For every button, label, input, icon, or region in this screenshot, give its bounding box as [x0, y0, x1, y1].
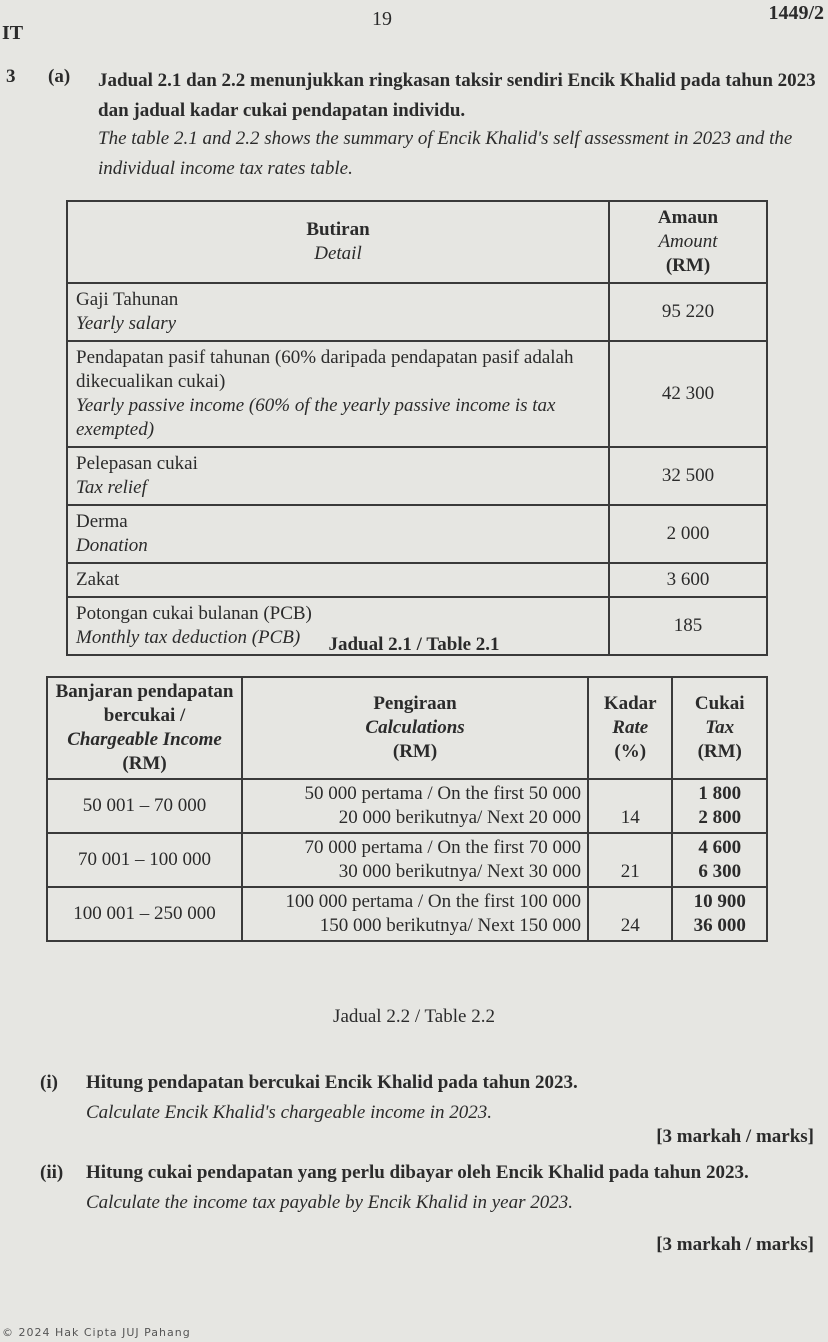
header-unit: (RM)	[697, 741, 742, 762]
detail-ms: Zakat	[76, 569, 120, 590]
table-row	[67, 341, 767, 447]
sub-question-i	[40, 1068, 810, 1128]
detail-cell	[67, 563, 609, 597]
question-number: 3	[6, 66, 16, 87]
table-row	[67, 505, 767, 563]
sub-question-number: (i)	[40, 1072, 58, 1093]
copyright-footer: © 2024 Hak Cipta JUJ Pahang	[2, 1326, 191, 1339]
range-cell: 70 001 – 100 000	[47, 833, 242, 887]
detail-en: Monthly tax deduction (PCB)	[76, 627, 301, 648]
header-amount-unit: (RM)	[665, 255, 711, 276]
tax-line: 4 600	[698, 837, 742, 858]
calc-cell	[242, 833, 588, 887]
header-text: Kadar	[603, 693, 657, 714]
header-detail-ms: Butiran	[306, 219, 370, 240]
table-row	[47, 887, 767, 941]
amount-cell: 185	[609, 597, 767, 655]
paper-code: 1449/2	[768, 2, 824, 24]
detail-en: Yearly salary	[76, 313, 177, 334]
header-text: Banjaran pendapatan bercukai /	[55, 681, 234, 726]
range-cell: 50 001 – 70 000	[47, 779, 242, 833]
detail-ms: Gaji Tahunan	[76, 289, 179, 310]
header-amount-ms: Amaun	[657, 207, 719, 228]
marks-label: [3 markah / marks]	[656, 1234, 814, 1255]
sub-question-english: Calculate the income tax payable by Encik Khalid in year 2023.	[86, 1192, 574, 1213]
amount-cell: 42 300	[609, 341, 767, 447]
detail-ms: Pendapatan pasif tahunan (60% daripada pendapatan pasif adalah dikecualikan cukai)	[76, 347, 574, 392]
calc-line: 30 000 berikutnya/ Next 30 000	[338, 861, 581, 882]
range-cell: 100 001 – 250 000	[47, 887, 242, 941]
detail-en: Donation	[76, 535, 148, 556]
header-calculations	[242, 677, 588, 779]
tax-line: 10 900	[693, 891, 746, 912]
amount-cell: 3 600	[609, 563, 767, 597]
table-row	[47, 833, 767, 887]
header-chargeable-income	[47, 677, 242, 779]
detail-ms: Pelepasan cukai	[76, 453, 198, 474]
table-header-row	[47, 677, 767, 779]
header-text: Cukai	[694, 693, 745, 714]
question-part-label: (a)	[48, 66, 71, 87]
tax-cell	[672, 779, 767, 833]
detail-ms: Derma	[76, 511, 128, 532]
table-2-1	[66, 200, 768, 656]
question-text-english: The table 2.1 and 2.2 shows the summary of Encik Khalid's self assessment in 2023 and the individual income tax rates table.	[98, 128, 793, 179]
detail-en: Yearly passive income (60% of the yearly passive income is tax exempted)	[76, 395, 556, 440]
header-unit: (RM)	[392, 741, 438, 762]
detail-cell	[67, 447, 609, 505]
page-number: 19	[372, 8, 392, 30]
amount-cell: 95 220	[609, 283, 767, 341]
detail-en: Tax relief	[76, 477, 147, 498]
calc-line: 20 000 berikutnya/ Next 20 000	[338, 807, 581, 828]
header-amount-en: Amount	[658, 231, 718, 252]
tax-line: 2 800	[698, 807, 742, 828]
detail-ms: Potongan cukai bulanan (PCB)	[76, 603, 312, 624]
calc-line: 70 000 pertama / On the first 70 000	[304, 837, 581, 858]
header-amount	[609, 201, 767, 283]
header-text-en: Calculations	[365, 717, 465, 738]
header-unit: (%)	[614, 741, 647, 762]
header-text-en: Chargeable Income	[67, 729, 222, 750]
header-detail	[67, 201, 609, 283]
detail-cell	[67, 505, 609, 563]
header-text: Pengiraan	[373, 693, 457, 714]
table-header-row	[67, 201, 767, 283]
table-row	[47, 779, 767, 833]
table-row	[67, 283, 767, 341]
tax-line: 36 000	[693, 915, 746, 936]
table-2-1-caption: Jadual 2.1 / Table 2.1	[328, 634, 500, 655]
table-2-2-caption: Jadual 2.2 / Table 2.2	[333, 1006, 495, 1027]
marks-label: [3 markah / marks]	[656, 1126, 814, 1147]
amount-cell: 32 500	[609, 447, 767, 505]
tax-line: 6 300	[698, 861, 742, 882]
tax-cell	[672, 833, 767, 887]
sub-question-number: (ii)	[40, 1162, 64, 1183]
header-left: IT	[2, 22, 24, 44]
calc-line: 50 000 pertama / On the first 50 000	[304, 783, 581, 804]
question-text-malay: Jadual 2.1 dan 2.2 menunjukkan ringkasan taksir sendiri Encik Khalid pada tahun 2023 dan jadual kadar cukai pendapatan individu.	[98, 70, 816, 121]
header-text-en: Tax	[705, 717, 735, 738]
calc-line: 150 000 berikutnya/ Next 150 000	[319, 915, 581, 936]
sub-question-malay: Hitung cukai pendapatan yang perlu dibayar oleh Encik Khalid pada tahun 2023.	[86, 1162, 749, 1183]
header-unit: (RM)	[122, 753, 167, 774]
sub-question-ii	[40, 1158, 810, 1218]
rate-cell: 24	[588, 887, 672, 941]
calc-cell	[242, 887, 588, 941]
rate-cell: 21	[588, 833, 672, 887]
amount-cell: 2 000	[609, 505, 767, 563]
sub-question-english: Calculate Encik Khalid's chargeable income in 2023.	[86, 1102, 492, 1123]
detail-cell	[67, 341, 609, 447]
table-2-2	[46, 676, 768, 942]
rate-cell: 14	[588, 779, 672, 833]
tax-cell	[672, 887, 767, 941]
tax-line: 1 800	[698, 783, 742, 804]
header-rate	[588, 677, 672, 779]
detail-cell	[67, 283, 609, 341]
sub-question-malay: Hitung pendapatan bercukai Encik Khalid pada tahun 2023.	[86, 1072, 578, 1093]
calc-cell	[242, 779, 588, 833]
calc-line: 100 000 pertama / On the first 100 000	[285, 891, 581, 912]
header-text-en: Rate	[612, 717, 649, 738]
table-row	[67, 447, 767, 505]
header-detail-en: Detail	[314, 243, 362, 264]
table-row	[67, 563, 767, 597]
header-tax	[672, 677, 767, 779]
